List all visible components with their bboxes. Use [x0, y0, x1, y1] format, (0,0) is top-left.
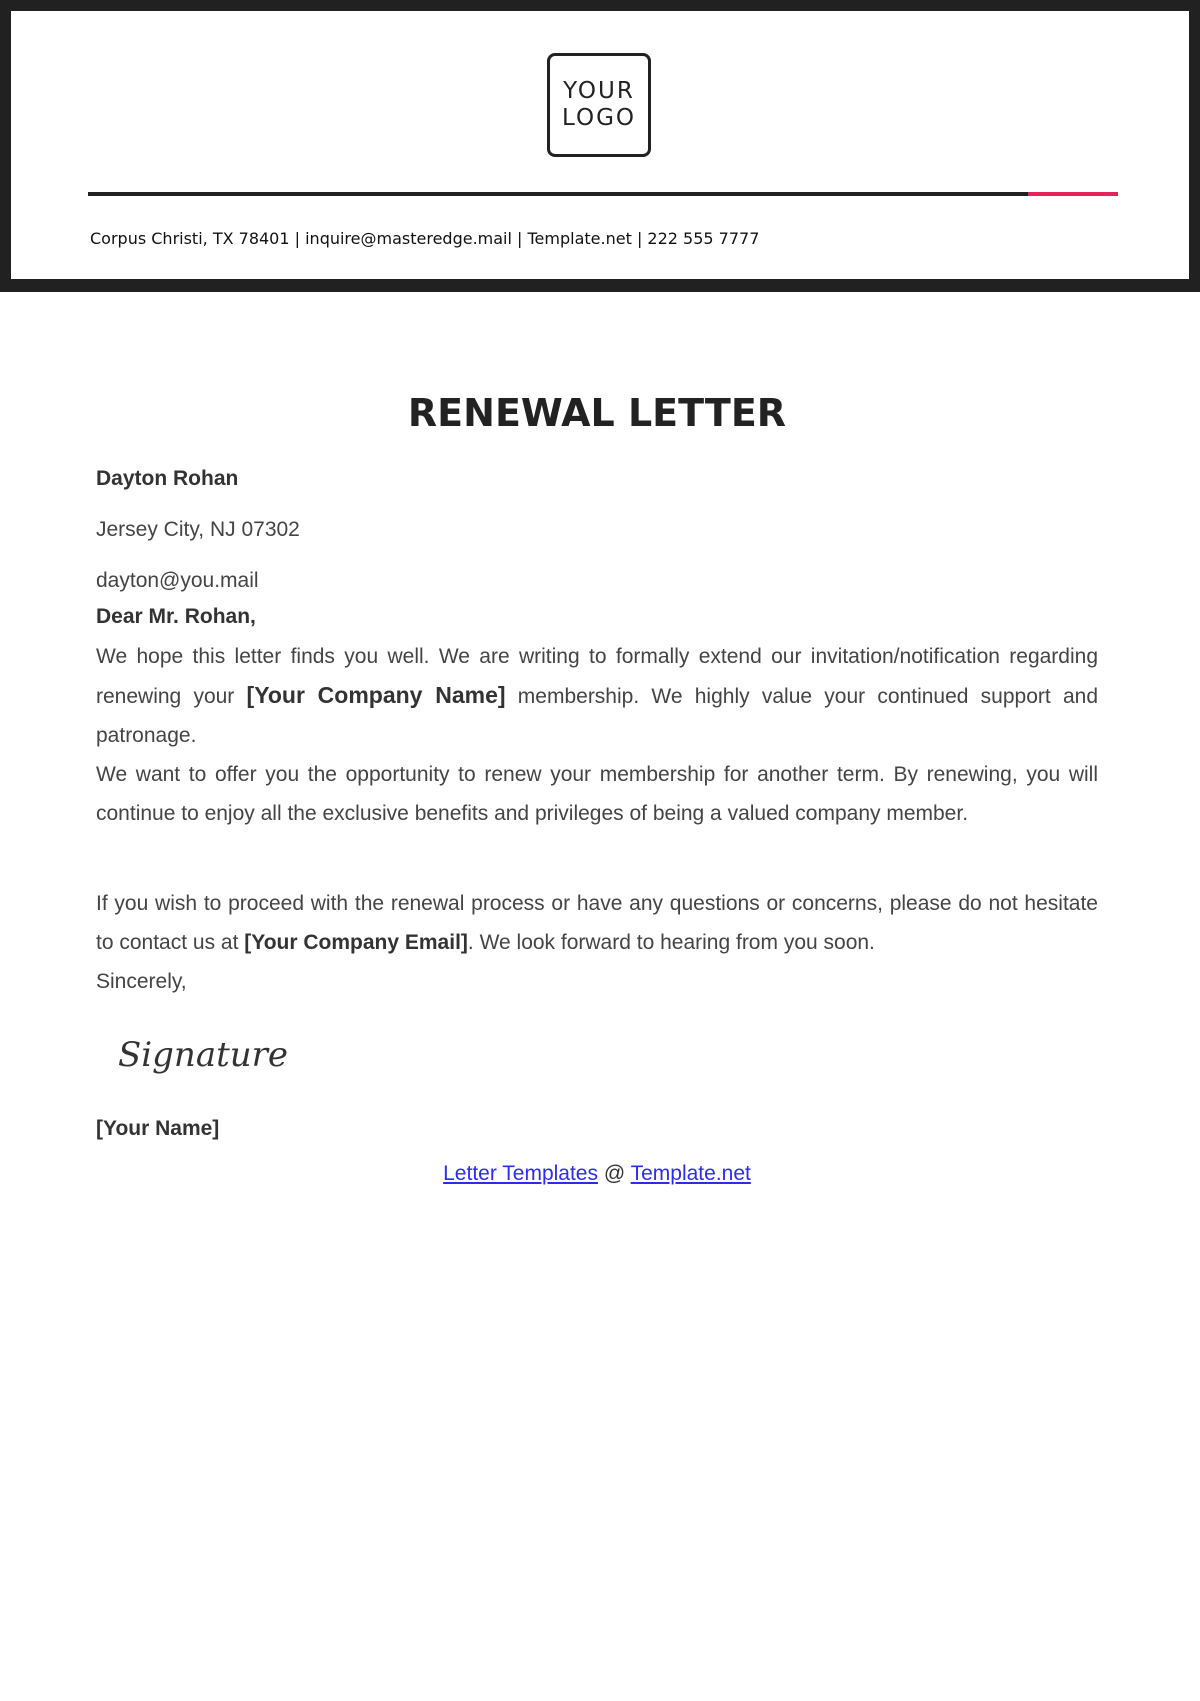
footer-links [96, 1159, 1098, 1189]
company-name-placeholder: [Your Company Name] [246, 682, 506, 708]
sender-name: [Your Name] [96, 1117, 220, 1140]
paragraph-intro-text-2: membership. We highly value your continued support and patronage. [96, 685, 1098, 747]
letter-body [96, 390, 1098, 1189]
paragraph-spacer [96, 833, 1098, 884]
paragraph-contact [96, 884, 1098, 962]
header-divider [88, 192, 1028, 196]
recipient-address: Jersey City, NJ 07302 [96, 518, 300, 541]
paragraph-contact-text-2: . We look forward to hearing from you soon. [467, 931, 875, 954]
paragraph-contact-text-1: If you wish to proceed with the renewal process or have any questions or concerns, please do not hesitate to contact us at [96, 892, 1098, 954]
letter-templates-link[interactable]: Letter Templates [443, 1162, 598, 1185]
letterhead [11, 11, 1189, 279]
letter-title: RENEWAL LETTER [407, 391, 787, 435]
paragraph-intro [96, 637, 1098, 755]
paragraph-intro-text-1: We hope this letter finds you well. We are writing to formally extend our invitation/notification regarding renewing your [96, 645, 1098, 708]
footer-separator: @ [598, 1162, 631, 1185]
company-logo [547, 53, 651, 157]
header-divider-accent [1028, 192, 1118, 196]
closing: Sincerely, [96, 970, 187, 993]
logo-text-line1: YOUR [563, 78, 635, 104]
logo-text-line2: LOGO [561, 105, 637, 131]
recipient-email: dayton@you.mail [96, 569, 259, 592]
signature: Signature [118, 1035, 289, 1075]
company-email-placeholder: [Your Company Email] [244, 931, 468, 954]
paragraph-offer: We want to offer you the opportunity to renew your membership for another term. By renewing, you will continue to enjoy all the exclusive benefits and privileges of being a valued company member. [96, 763, 1098, 825]
salutation: Dear Mr. Rohan, [96, 605, 256, 628]
recipient-name: Dayton Rohan [96, 467, 239, 490]
template-net-link[interactable]: Template.net [630, 1162, 751, 1185]
company-contact-info: Corpus Christi, TX 78401 | inquire@masteredge.mail | Template.net | 222 555 7777 [90, 229, 760, 248]
letterhead-frame [0, 0, 1200, 292]
